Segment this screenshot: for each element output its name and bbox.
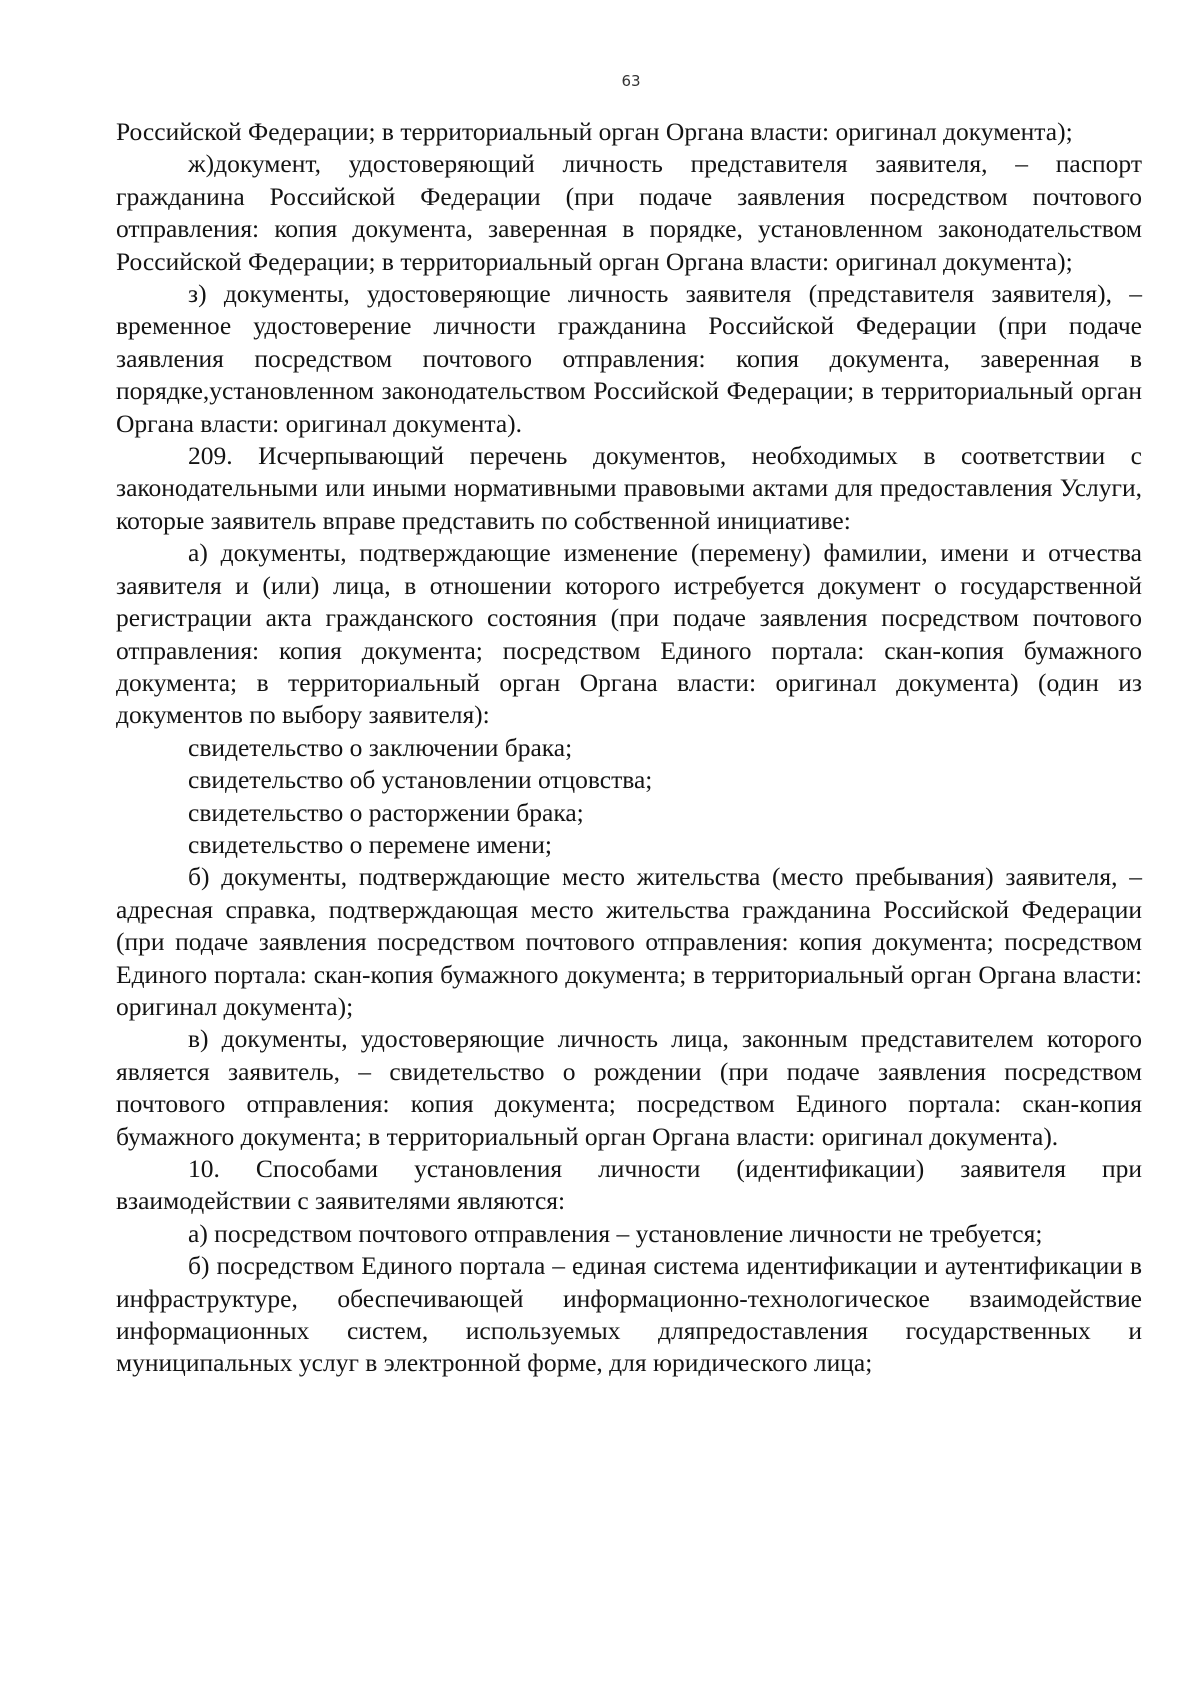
list-item-name-change-certificate: свидетельство о перемене имени;	[188, 829, 552, 859]
paragraph-continuation: Российской Федерации; в территориальный орган Органа власти: оригинал документа);	[116, 117, 1073, 146]
page-number: 63	[621, 72, 641, 90]
paragraph-10: 10. Способами установления личности (идентификации) заявителя при взаимодействии с заявителями являются:	[116, 1154, 1142, 1216]
list-item-divorce-certificate: свидетельство о расторжении брака;	[188, 797, 584, 827]
paragraph-item-b: б) документы, подтверждающие место жительства (место пребывания) заявителя, – адресная справка, подтверждающая место жительства гражданина Российской Федерации (при подаче заявления посредством почтового отправления: копия документа; посредством Единого портала: скан-копия бумажного документа; в территориальный орган Органа власти: оригинал документа);	[116, 862, 1142, 1021]
document-body	[116, 116, 1142, 1380]
paragraph-10-item-b: б) посредством Единого портала – единая система идентификации и аутентификации в инфраструктуре, обеспечивающей информационно-технологическое взаимодействие информационных систем, используемых дляпредоставления государственных и муниципальных услуг в электронной форме, для юридического лица;	[116, 1251, 1142, 1378]
paragraph-209: 209. Исчерпывающий перечень документов, необходимых в соответствии с законодательными или иными нормативными правовыми актами для предоставления Услуги, которые заявитель вправе представить по собственной инициативе:	[116, 441, 1142, 535]
list-item-marriage-certificate: свидетельство о заключении брака;	[188, 732, 573, 762]
paragraph-item-a: а) документы, подтверждающие изменение (перемену) фамилии, имени и отчества заявителя и (или) лица, в отношении которого истребуется документ о государственной регистрации акта гражданского состояния (при подаче заявления посредством почтового отправления: копия документа; посредством Единого портала: скан-копия бумажного документа; в территориальный орган Органа власти: оригинал документа) (один из документов по выбору заявителя):	[116, 538, 1142, 730]
list-item-paternity-certificate: свидетельство об установлении отцовства;	[188, 765, 653, 795]
paragraph-10-item-a: а) посредством почтового отправления – установление личности не требуется;	[188, 1218, 1043, 1248]
paragraph-item-v: в) документы, удостоверяющие личность лица, законным представителем которого является заявитель, – свидетельство о рождении (при подаче заявления посредством почтового отправления: копия документа; посредством Единого портала: скан-копия бумажного документа; в территориальный орган Органа власти: оригинал документа).	[116, 1024, 1142, 1151]
paragraph-item-z: з) документы, удостоверяющие личность заявителя (представителя заявителя), – временное удостоверение личности гражданина Российской Федерации (при подаче заявления посредством почтового отправления: копия документа, заверенная в порядке,установленном законодательством Российской Федерации; в территориальный орган Органа власти: оригинал документа).	[116, 279, 1142, 438]
paragraph-item-zh: ж)документ, удостоверяющий личность представителя заявителя, – паспорт гражданина Российской Федерации (при подаче заявления посредством почтового отправления: копия документа, заверенная в порядке, установленном законодательством Российской Федерации; в территориальный орган Органа власти: оригинал документа);	[116, 149, 1142, 276]
